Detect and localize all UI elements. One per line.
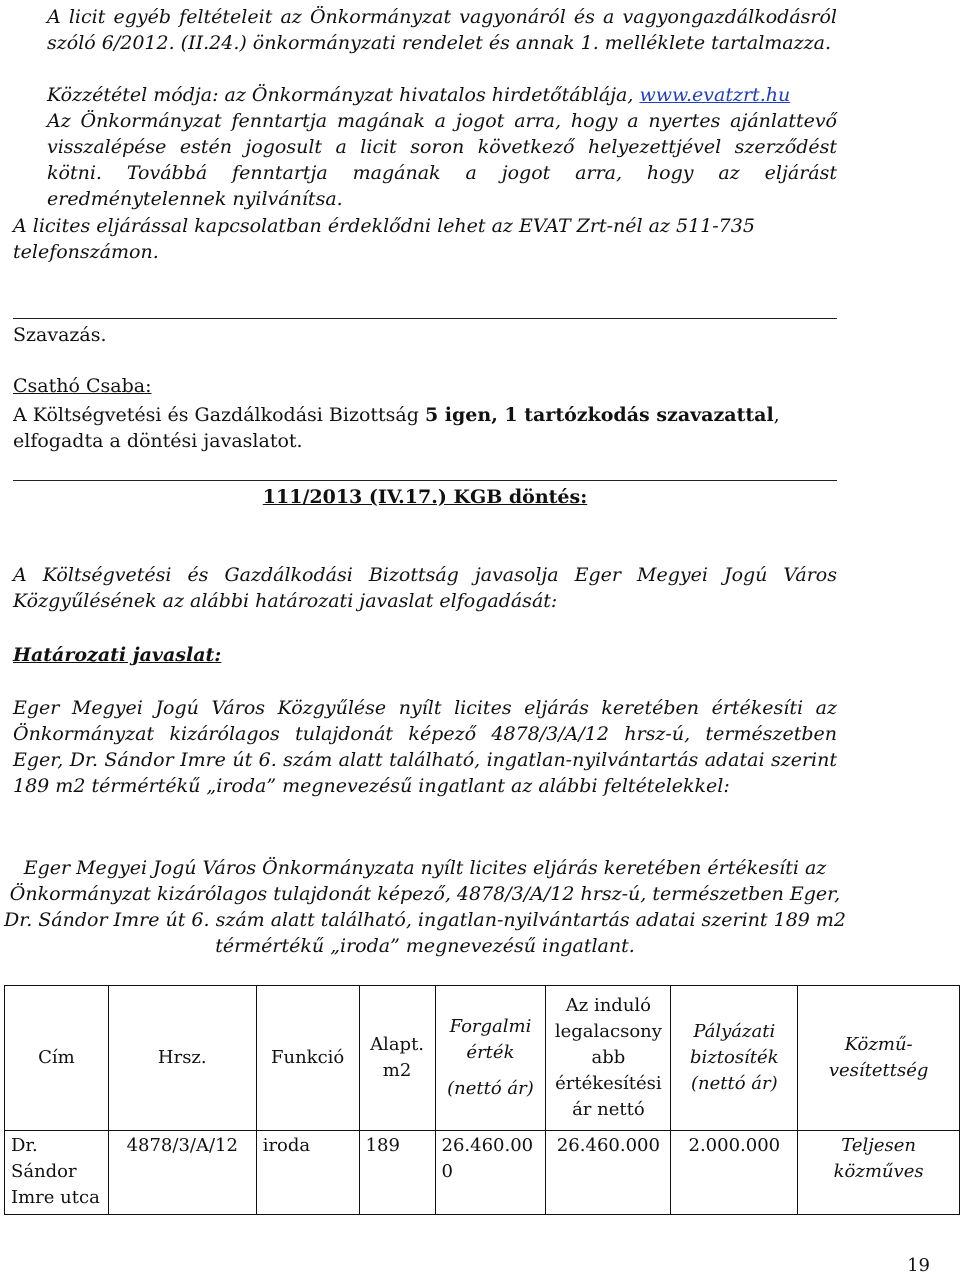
vote-result <box>13 402 837 454</box>
cell-indulo: 26.460.000 <box>546 1131 671 1215</box>
contact-paragraph: A licites eljárással kapcsolatban érdeklődni lehet az EVAT Zrt-nél az 511-735 telefonszámon. <box>13 215 755 263</box>
table-header-row <box>5 986 960 1131</box>
header-forgalmi-line1: Forgalmi érték <box>449 1016 532 1063</box>
cell-alapt: 189 <box>359 1131 435 1215</box>
divider-1 <box>13 318 837 319</box>
decision-title: 111/2013 (IV.17.) KGB döntés: <box>262 486 588 508</box>
vote-suffix: , elfogadta a döntési javaslatot. <box>13 404 780 452</box>
cell-forgalmi: 26.460.000 <box>435 1131 546 1215</box>
sale-description <box>0 855 850 959</box>
header-forgalmi <box>435 986 546 1131</box>
vote-count: 5 igen, 1 tartózkodás szavazattal <box>424 404 774 426</box>
header-kozmu: Közmű-vesítettség <box>798 986 960 1131</box>
resolution-text: Eger Megyei Jogú Város Közgyűlése nyílt licites eljárás keretében értékesíti az Önkormányzat kizárólagos tulajdonát képező 4878/3/A/12 hrsz-ú, természetben Eger, Dr. Sándor Imre út 6. szám alatt található, ingatlan-nyilvántartás adatai szerint 189 m2 térmértékű „iroda” megnevezésű ingatlant az alábbi feltételekkel: <box>13 697 837 797</box>
header-alapt: Alapt. m2 <box>359 986 435 1131</box>
publication-prefix: Közzététel módja: az Önkormányzat hivatalos hirdetőtáblája, <box>47 84 640 106</box>
property-table <box>4 985 960 1215</box>
header-palyazati-line2: (nettó ár) <box>690 1073 778 1094</box>
cell-palyazati: 2.000.000 <box>671 1131 798 1215</box>
sale-line-4: térmértékű „iroda” megnevezésű ingatlant. <box>215 935 635 957</box>
header-forgalmi-line2: (nettó ár) <box>447 1078 534 1099</box>
conditions-paragraph: A licit egyéb feltételeit az Önkormányzat vagyonáról és a vagyongazdálkodásról szóló 6/2012. (II.24.) önkormányzati rendelet és annak 1. melléklete tartalmazza. <box>47 6 837 54</box>
cell-funkcio: iroda <box>256 1131 359 1215</box>
cell-cim: Dr. Sándor Imre utca <box>5 1131 109 1215</box>
evatzrt-link[interactable]: www.evatzrt.hu <box>639 84 791 106</box>
cell-kozmu: Teljesen közműves <box>798 1131 960 1215</box>
committee-proposal: A Költségvetési és Gazdálkodási Bizottság javasolja Eger Megyei Jogú Város Közgyűlésének az alábbi határozati javaslat elfogadását: <box>13 564 837 612</box>
cell-hrsz: 4878/3/A/12 <box>108 1131 256 1215</box>
voting-label: Szavazás. <box>13 324 107 346</box>
rights-paragraph: Az Önkormányzat fenntartja magának a jogot arra, hogy a nyertes ajánlattevő visszalépése estén jogosult a licit soron következő helyezettjével szerződést kötni. Továbbá fenntartja magának a jogot arra, hogy az eljárást eredménytelennek nyilvánítsa. <box>47 110 837 210</box>
speaker-name: Csathó Csaba: <box>13 375 152 397</box>
page-number: 19 <box>907 1255 930 1276</box>
header-cim: Cím <box>5 986 109 1131</box>
header-hrsz: Hrsz. <box>108 986 256 1131</box>
header-palyazati-line1: Pályázati biztosíték <box>689 1021 779 1068</box>
sale-line-2: Önkormányzat kizárólagos tulajdonát képező, 4878/3/A/12 hrsz-ú, természetben Eger, <box>9 883 841 905</box>
header-indulo: Az induló legalacsony abb értékesítési ár nettó <box>546 986 671 1131</box>
header-palyazati <box>671 986 798 1131</box>
sale-line-3: Dr. Sándor Imre út 6. szám alatt található, ingatlan-nyilvántartás adatai szerint 189 m2 <box>3 909 847 931</box>
header-funkcio: Funkció <box>256 986 359 1131</box>
vote-prefix: A Költségvetési és Gazdálkodási Bizottság <box>13 404 425 426</box>
publication-line <box>47 82 837 108</box>
resolution-heading: Határozati javaslat: <box>13 644 222 666</box>
divider-2 <box>13 480 837 481</box>
sale-line-1: Eger Megyei Jogú Város Önkormányzata nyílt licites eljárás keretében értékesíti az <box>23 857 827 879</box>
table-row <box>5 1131 960 1215</box>
